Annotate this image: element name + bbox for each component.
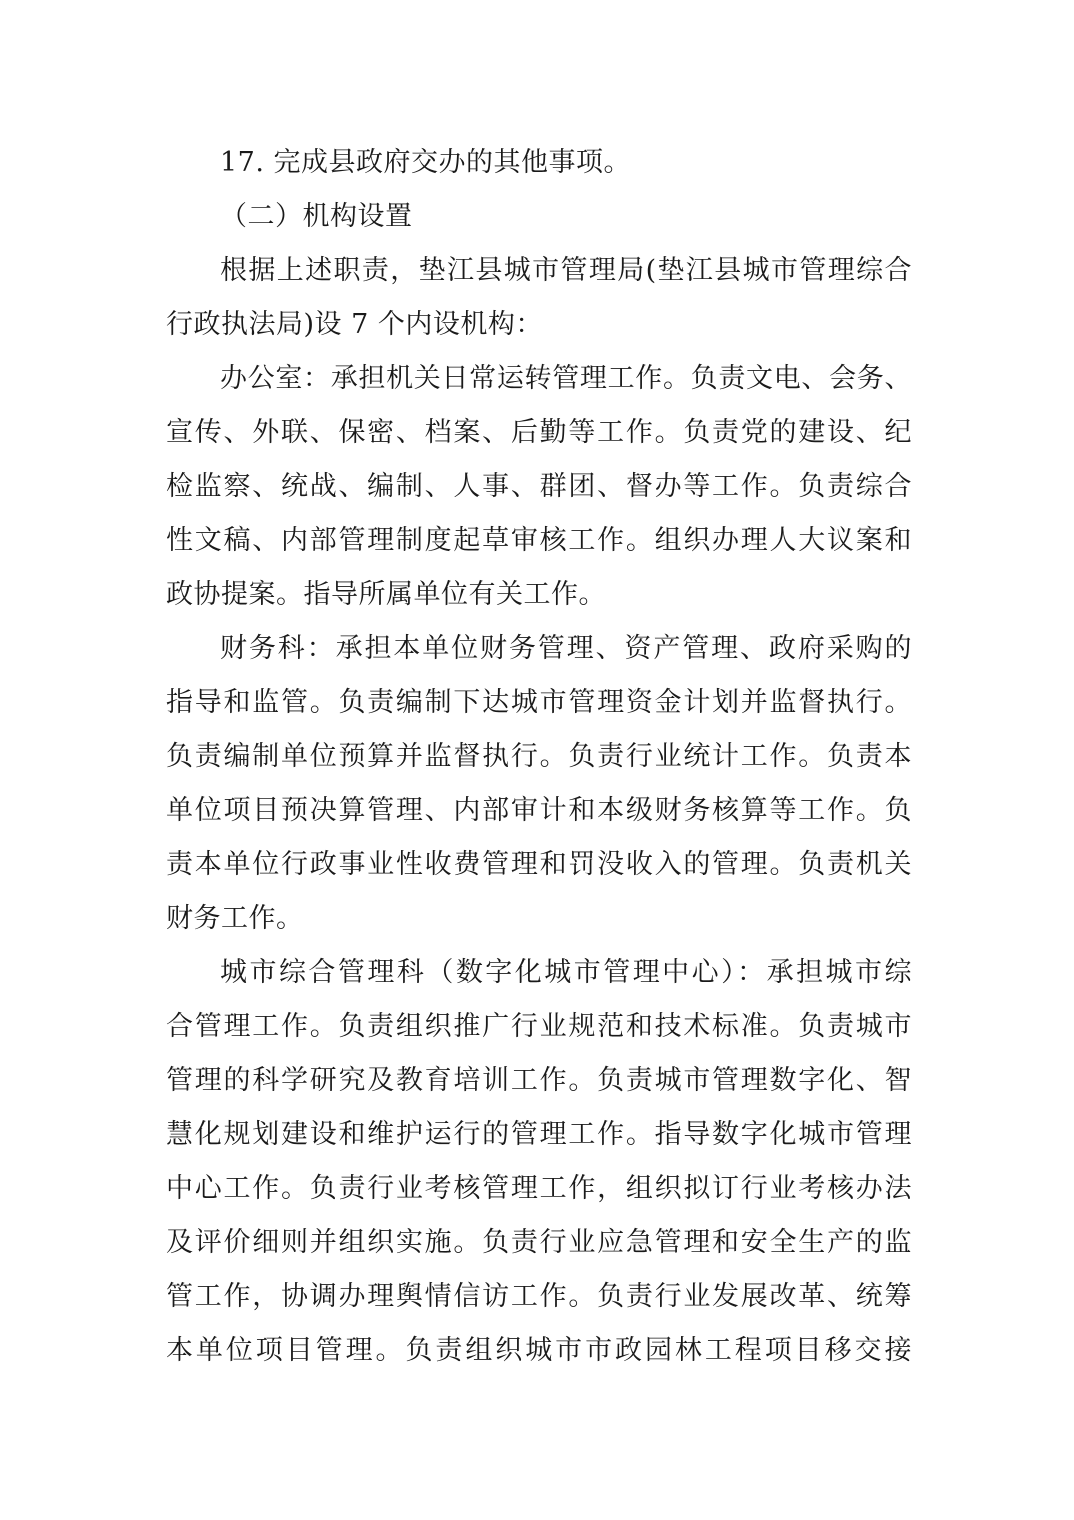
text-line: 财务科：承担本单位财务管理、资产管理、政府采购的 xyxy=(220,633,912,664)
text-line: 城市综合管理科（数字化城市管理中心）：承担城市综 xyxy=(220,957,912,988)
text-line: 单位项目预决算管理、内部审计和本级财务核算等工作。负 xyxy=(166,795,912,826)
text-line: 检监察、统战、编制、人事、群团、督办等工作。负责综合 xyxy=(166,471,912,502)
text-line: 本单位项目管理。负责组织城市市政园林工程项目移交接 xyxy=(166,1335,912,1366)
text-line: 及评价细则并组织实施。负责行业应急管理和安全生产的监 xyxy=(166,1227,912,1258)
text-line: 管理的科学研究及教育培训工作。负责城市管理数字化、智 xyxy=(166,1065,912,1096)
text-line: 政协提案。指导所属单位有关工作。 xyxy=(166,579,606,610)
text-line: 性文稿、内部管理制度起草审核工作。组织办理人大议案和 xyxy=(166,525,912,556)
text-line: 指导和监管。负责编制下达城市管理资金计划并监督执行。 xyxy=(166,687,912,718)
text-line: 合管理工作。负责组织推广行业规范和技术标准。负责城市 xyxy=(166,1011,912,1042)
text-line: 中心工作。负责行业考核管理工作，组织拟订行业考核办法 xyxy=(166,1173,912,1204)
text-line: 根据上述职责，垫江县城市管理局(垫江县城市管理综合 xyxy=(220,255,912,286)
text-line: 负责编制单位预算并监督执行。负责行业统计工作。负责本 xyxy=(166,741,912,772)
text-line: 17. 完成县政府交办的其他事项。 xyxy=(220,147,632,178)
text-line: 管工作，协调办理舆情信访工作。负责行业发展改革、统筹 xyxy=(166,1281,912,1312)
text-line: 办公室：承担机关日常运转管理工作。负责文电、会务、 xyxy=(220,363,912,394)
text-line: 行政执法局)设 7 个内设机构： xyxy=(166,309,543,340)
text-line: 财务工作。 xyxy=(166,903,304,934)
section-heading: （二）机构设置 xyxy=(220,201,413,232)
text-line: 慧化规划建设和维护运行的管理工作。指导数字化城市管理 xyxy=(166,1119,912,1150)
text-line: 宣传、外联、保密、档案、后勤等工作。负责党的建设、纪 xyxy=(166,417,912,448)
text-line: 责本单位行政事业性收费管理和罚没收入的管理。负责机关 xyxy=(166,849,912,880)
